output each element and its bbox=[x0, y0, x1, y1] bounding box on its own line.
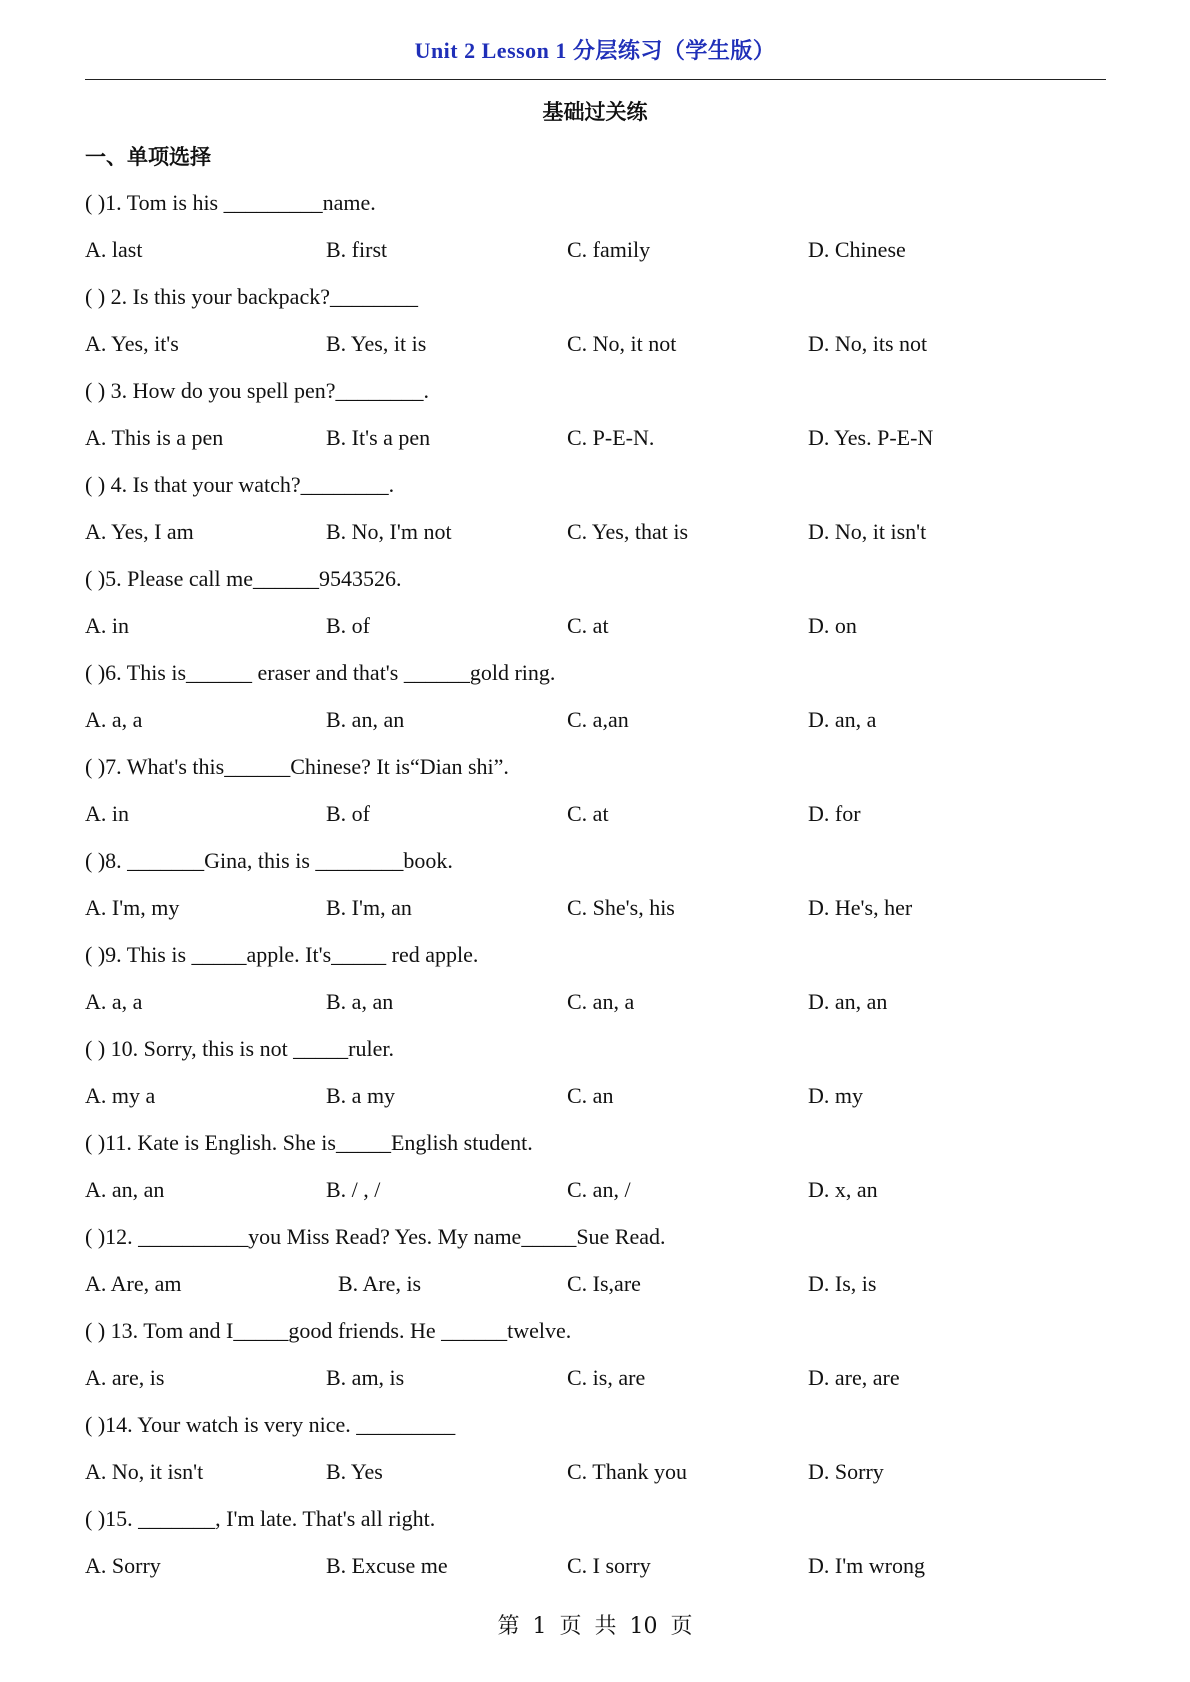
option-b: B. I'm, an bbox=[326, 895, 412, 920]
option-a: A. Are, am bbox=[85, 1271, 182, 1296]
question-list bbox=[85, 186, 1106, 1596]
option-d: D. He's, her bbox=[808, 895, 913, 920]
option-c: C. P-E-N. bbox=[567, 425, 655, 450]
answer-options bbox=[85, 891, 1106, 938]
answer-options bbox=[85, 1549, 1106, 1596]
header-divider bbox=[85, 79, 1106, 80]
question-item bbox=[85, 1314, 1106, 1408]
question-stem: ( )8. _______Gina, this is ________book. bbox=[85, 848, 453, 873]
answer-options bbox=[85, 609, 1106, 656]
option-c: C. an bbox=[567, 1083, 614, 1108]
question-stem: ( )15. _______, I'm late. That's all right. bbox=[85, 1506, 436, 1531]
option-a: A. Yes, I am bbox=[85, 519, 194, 544]
option-a: A. in bbox=[85, 613, 129, 638]
option-d: D. Is, is bbox=[808, 1271, 877, 1296]
page-number-footer: 第 1 页 共 10 页 bbox=[497, 1614, 693, 1639]
question-item bbox=[85, 844, 1106, 938]
option-a: A. a, a bbox=[85, 989, 143, 1014]
answer-options bbox=[85, 515, 1106, 562]
question-stem: ( )6. This is______ eraser and that's ______gold ring. bbox=[85, 660, 556, 685]
option-b: B. It's a pen bbox=[326, 425, 431, 450]
option-c: C. an, / bbox=[567, 1177, 631, 1202]
option-b: B. of bbox=[326, 801, 370, 826]
option-d: D. Sorry bbox=[808, 1459, 884, 1484]
question-item bbox=[85, 186, 1106, 280]
option-b: B. Are, is bbox=[338, 1271, 422, 1296]
option-a: A. This is a pen bbox=[85, 425, 224, 450]
answer-options bbox=[85, 1361, 1106, 1408]
question-item bbox=[85, 656, 1106, 750]
answer-options bbox=[85, 1267, 1106, 1314]
question-item bbox=[85, 938, 1106, 1032]
question-stem: ( )1. Tom is his _________name. bbox=[85, 190, 376, 215]
question-item bbox=[85, 374, 1106, 468]
option-b: B. Yes bbox=[326, 1459, 383, 1484]
answer-options bbox=[85, 327, 1106, 374]
question-stem: ( )11. Kate is English. She is_____English student. bbox=[85, 1130, 533, 1155]
option-c: C. at bbox=[567, 801, 609, 826]
option-b: B. a, an bbox=[326, 989, 394, 1014]
answer-options bbox=[85, 985, 1106, 1032]
option-b: B. / , / bbox=[326, 1177, 381, 1202]
option-b: B. Excuse me bbox=[326, 1553, 448, 1578]
question-stem: ( )9. This is _____apple. It's_____ red apple. bbox=[85, 942, 479, 967]
option-d: D. for bbox=[808, 801, 861, 826]
option-c: C. a,an bbox=[567, 707, 629, 732]
question-stem: ( )5. Please call me______9543526. bbox=[85, 566, 402, 591]
option-b: B. of bbox=[326, 613, 370, 638]
option-d: D. an, a bbox=[808, 707, 877, 732]
question-stem: ( ) 3. How do you spell pen?________. bbox=[85, 378, 430, 403]
option-d: D. x, an bbox=[808, 1177, 878, 1202]
option-c: C. Yes, that is bbox=[567, 519, 689, 544]
option-d: D. my bbox=[808, 1083, 863, 1108]
option-b: B. a my bbox=[326, 1083, 396, 1108]
option-b: B. No, I'm not bbox=[326, 519, 452, 544]
question-item bbox=[85, 468, 1106, 562]
option-c: C. an, a bbox=[567, 989, 635, 1014]
question-item bbox=[85, 1126, 1106, 1220]
option-b: B. first bbox=[326, 237, 388, 262]
answer-options bbox=[85, 1173, 1106, 1220]
option-a: A. last bbox=[85, 237, 143, 262]
answer-options bbox=[85, 421, 1106, 468]
question-stem: ( )7. What's this______Chinese? It is“Dian shi”. bbox=[85, 754, 509, 779]
option-a: A. are, is bbox=[85, 1365, 165, 1390]
option-a: A. in bbox=[85, 801, 129, 826]
question-item bbox=[85, 1032, 1106, 1126]
question-item bbox=[85, 562, 1106, 656]
option-a: A. Sorry bbox=[85, 1553, 161, 1578]
question-stem: ( ) 13. Tom and I_____good friends. He ______twelve. bbox=[85, 1318, 572, 1343]
answer-options bbox=[85, 1455, 1106, 1502]
question-stem: ( ) 2. Is this your backpack?________ bbox=[85, 284, 418, 309]
document-header-title: Unit 2 Lesson 1 分层练习（学生版） bbox=[414, 38, 776, 63]
part-heading: 一、单项选择 bbox=[85, 145, 211, 169]
option-c: C. Is,are bbox=[567, 1271, 641, 1296]
option-b: B. an, an bbox=[326, 707, 405, 732]
question-item bbox=[85, 750, 1106, 844]
answer-options bbox=[85, 1079, 1106, 1126]
option-d: D. an, an bbox=[808, 989, 888, 1014]
option-a: A. a, a bbox=[85, 707, 143, 732]
question-item bbox=[85, 1502, 1106, 1596]
option-c: C. I sorry bbox=[567, 1553, 651, 1578]
option-c: C. at bbox=[567, 613, 609, 638]
option-b: B. am, is bbox=[326, 1365, 405, 1390]
question-stem: ( )14. Your watch is very nice. _________ bbox=[85, 1412, 456, 1437]
question-stem: ( ) 10. Sorry, this is not _____ruler. bbox=[85, 1036, 394, 1061]
option-d: D. are, are bbox=[808, 1365, 900, 1390]
option-d: D. No, its not bbox=[808, 331, 928, 356]
option-d: D. I'm wrong bbox=[808, 1553, 926, 1578]
section-title: 基础过关练 bbox=[542, 100, 648, 124]
option-d: D. Yes. P-E-N bbox=[808, 425, 934, 450]
question-stem: ( )12. __________you Miss Read? Yes. My name_____Sue Read. bbox=[85, 1224, 666, 1249]
option-d: D. No, it isn't bbox=[808, 519, 927, 544]
question-item bbox=[85, 1220, 1106, 1314]
option-c: C. She's, his bbox=[567, 895, 675, 920]
option-a: A. my a bbox=[85, 1083, 156, 1108]
question-item bbox=[85, 1408, 1106, 1502]
option-a: A. an, an bbox=[85, 1177, 165, 1202]
option-d: D. on bbox=[808, 613, 857, 638]
answer-options bbox=[85, 703, 1106, 750]
option-c: C. family bbox=[567, 237, 651, 262]
question-stem: ( ) 4. Is that your watch?________. bbox=[85, 472, 395, 497]
option-d: D. Chinese bbox=[808, 237, 906, 262]
option-c: C. is, are bbox=[567, 1365, 646, 1390]
answer-options bbox=[85, 233, 1106, 280]
option-c: C. Thank you bbox=[567, 1459, 687, 1484]
option-a: A. Yes, it's bbox=[85, 331, 179, 356]
question-item bbox=[85, 280, 1106, 374]
option-b: B. Yes, it is bbox=[326, 331, 427, 356]
option-c: C. No, it not bbox=[567, 331, 677, 356]
option-a: A. No, it isn't bbox=[85, 1459, 204, 1484]
option-a: A. I'm, my bbox=[85, 895, 180, 920]
answer-options bbox=[85, 797, 1106, 844]
